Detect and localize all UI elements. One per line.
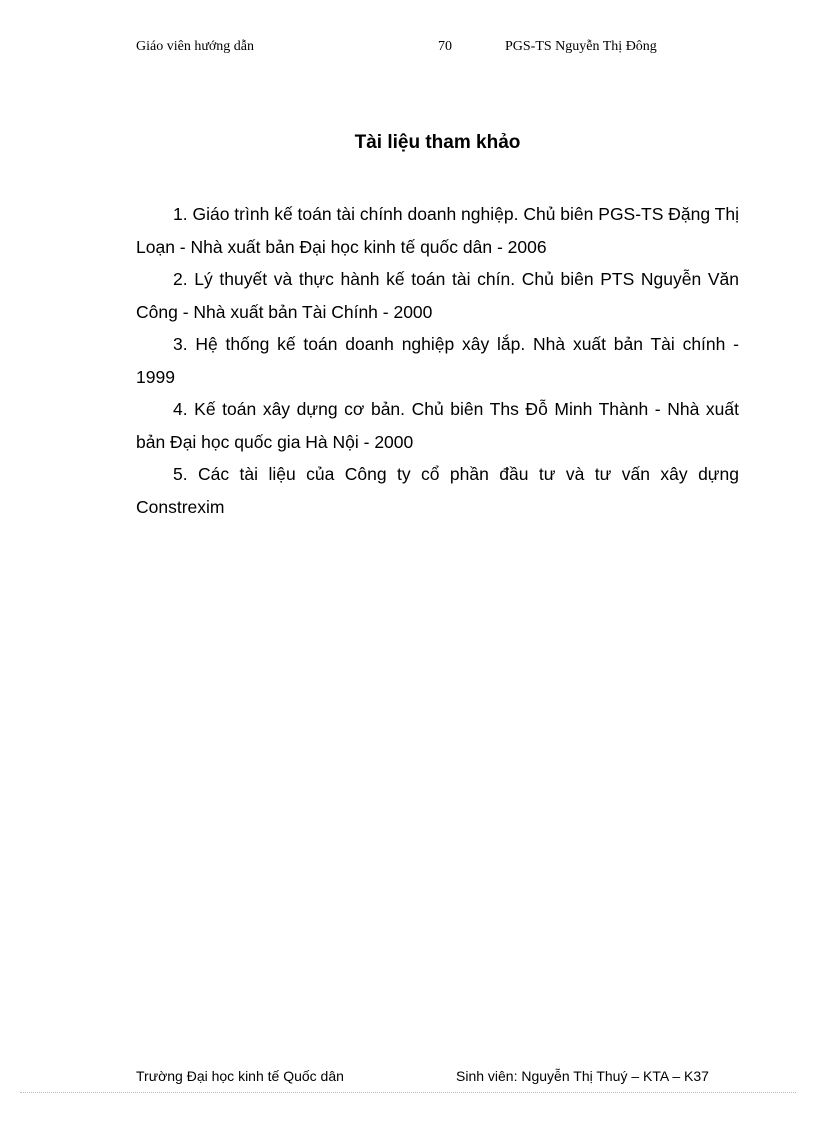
- reference-item: 3. Hệ thống kế toán doanh nghiệp xây lắp. Nhà xuất bản Tài chính - 1999: [136, 334, 739, 387]
- reference-item: 5. Các tài liệu của Công ty cổ phần đầu tư và tư vấn xây dựng Constrexim: [136, 464, 739, 517]
- reference-item: 4. Kế toán xây dựng cơ bản. Chủ biên Ths Đỗ Minh Thành - Nhà xuất bản Đại học quốc gia Hà Nội - 2000: [136, 399, 739, 452]
- footer-university: Trường Đại học kinh tế Quốc dân: [136, 1068, 344, 1084]
- reference-item: 2. Lý thuyết và thực hành kế toán tài chín. Chủ biên PTS Nguyễn Văn Công - Nhà xuất bản Tài Chính - 2000: [136, 269, 739, 322]
- header-advisor-name: PGS-TS Nguyễn Thị Đông: [505, 39, 657, 54]
- header-advisor-label: Giáo viên hướng dẫn: [136, 39, 255, 54]
- footer-student: Sinh viên: Nguyễn Thị Thuý – KTA – K37: [456, 1068, 709, 1084]
- page-number: 70: [438, 39, 452, 54]
- footer-divider: [20, 1092, 796, 1093]
- page-footer: [0, 1068, 816, 1088]
- page-title: Tài liệu tham khảo: [354, 132, 521, 153]
- reference-list: [136, 198, 739, 523]
- page-header: [0, 39, 816, 59]
- reference-item: 1. Giáo trình kế toán tài chính doanh nghiệp. Chủ biên PGS-TS Đặng Thị Loạn - Nhà xuất bản Đại học kinh tế quốc dân - 2006: [136, 204, 739, 257]
